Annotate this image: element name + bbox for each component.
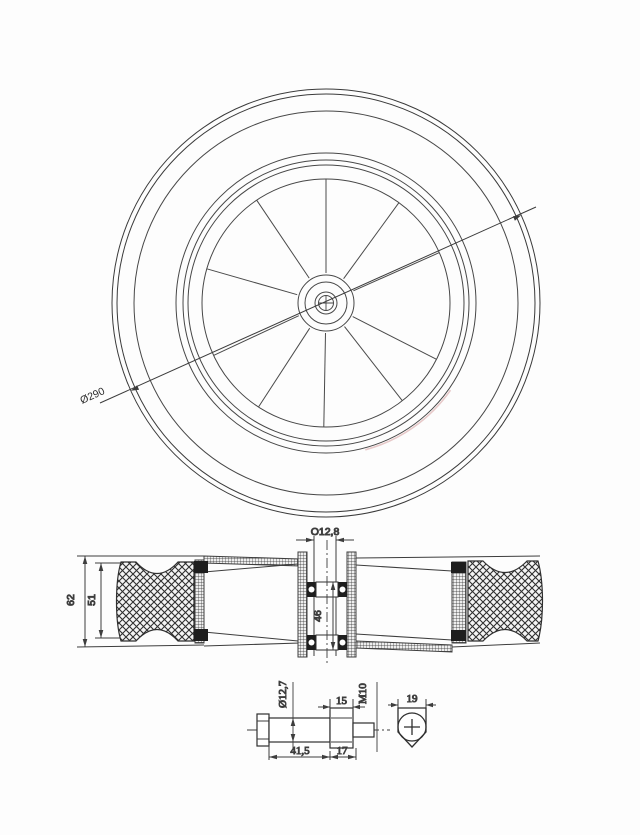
bolt-shaft [269, 718, 330, 742]
dim-arrow [336, 538, 344, 543]
disc-line-top-left [204, 564, 298, 572]
thread-label: M10 [357, 683, 369, 704]
dim-arrow [306, 538, 314, 543]
dim-arrow [391, 703, 398, 707]
rim-strip-top-left [204, 556, 300, 566]
hex-end-view [388, 693, 436, 747]
bolt-head [257, 714, 269, 746]
dim-arrow [99, 630, 104, 638]
bearing-ball [309, 640, 315, 646]
bearing-ball [340, 587, 346, 593]
bore-label: O12,8 [310, 526, 340, 538]
disc-line-top-right [356, 565, 452, 571]
bolt-bushing [330, 708, 353, 748]
dim-tire-width-51 [86, 563, 103, 638]
disc-line-bottom-right [356, 634, 452, 640]
disc-line-bottom-left [204, 632, 298, 641]
shaft-length-label: 41,5 [290, 745, 310, 757]
shaft-diameter-label: Ø12,7 [277, 680, 289, 708]
flange-lug-bottom-right [451, 630, 466, 641]
bearing-ball [309, 587, 315, 593]
dim-shaft-length-41-5 [269, 745, 330, 760]
dim-arrow [353, 705, 360, 709]
bushing-length-label: 15 [336, 695, 347, 707]
dim-arrow [269, 755, 277, 760]
label-thread-m10 [357, 682, 377, 752]
hex-size-label: 19 [406, 693, 418, 705]
flange-lug-bottom-left [194, 629, 208, 641]
diameter-dimension [78, 207, 536, 407]
tire-width-label: 51 [86, 594, 98, 606]
front-hub [298, 275, 354, 331]
flange-lug-top-right [451, 562, 466, 573]
bolt-thread [353, 723, 374, 737]
outline-bottom-left [77, 645, 204, 647]
dim-arrow [322, 755, 330, 760]
wheel-diameter-label: Ø290 [78, 385, 107, 407]
dim-arrow [99, 563, 104, 571]
hub-section [298, 540, 356, 664]
outline-top-right [356, 556, 540, 558]
dim-arrow [83, 556, 88, 564]
tire-section-left [117, 562, 195, 641]
dim-arrow [323, 705, 330, 709]
hub-length-label: 46 [312, 610, 324, 622]
section-view [65, 526, 543, 664]
hub-wall-left [298, 552, 307, 657]
outline-bottom-mid [204, 643, 300, 646]
front-view [78, 89, 540, 517]
tire-section-right [468, 561, 543, 641]
flange-lug-top-left [194, 561, 208, 573]
overall-width-label: 62 [65, 594, 77, 606]
rim-strip-bottom-right [356, 641, 452, 652]
bearing-ball [340, 640, 346, 646]
dim-arrow [83, 639, 88, 647]
dim-arrow [426, 703, 433, 707]
dim-arrow [348, 755, 356, 760]
bushing-width-label: 17 [336, 745, 348, 757]
hub-center-cross [319, 296, 333, 310]
hub-wall-right [347, 552, 356, 657]
dim-arrow [513, 215, 521, 221]
outline-bottom-right [452, 643, 540, 647]
axle-detail [247, 680, 436, 760]
dim-overall-width-62 [65, 556, 87, 647]
